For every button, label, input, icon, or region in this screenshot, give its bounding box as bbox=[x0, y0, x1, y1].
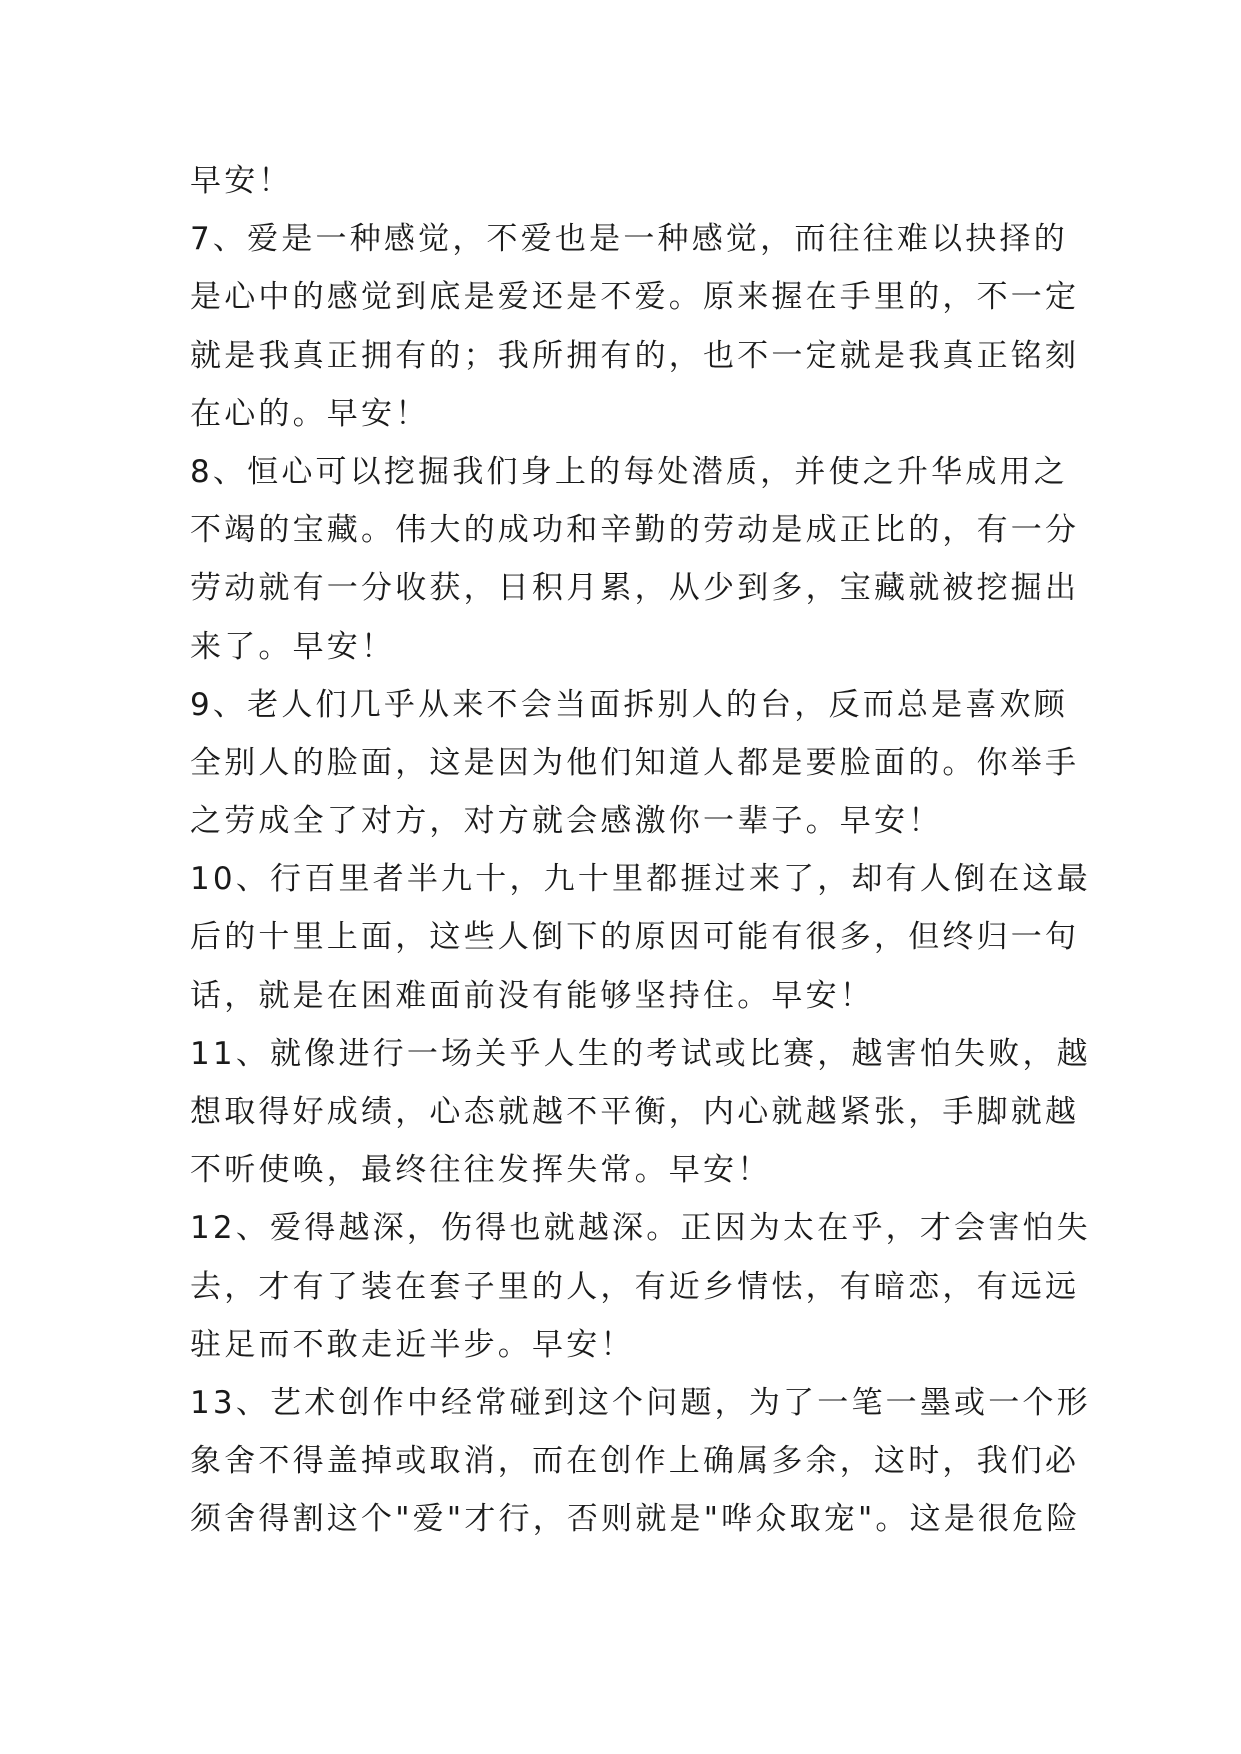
text-line: 去，才有了装在套子里的人，有近乡情怯，有暗恋，有远远 bbox=[190, 1268, 1080, 1305]
text-line: 13、艺术创作中经常碰到这个问题，为了一笔一墨或一个形 bbox=[190, 1384, 1091, 1421]
text-line: 不听使唤，最终往往发挥失常。早安！ bbox=[190, 1152, 772, 1189]
text-line: 是心中的感觉到底是爱还是不爱。原来握在手里的，不一定 bbox=[190, 279, 1080, 316]
text-line: 话，就是在困难面前没有能够坚持住。早安！ bbox=[190, 977, 874, 1014]
text-line: 之劳成全了对方，对方就会感激你一辈子。早安！ bbox=[190, 803, 943, 840]
text-line: 后的十里上面，这些人倒下的原因可能有很多，但终归一句 bbox=[190, 919, 1080, 956]
document-body bbox=[190, 152, 1091, 1549]
text-line: 11、就像进行一场关乎人生的考试或比赛，越害怕失败，越 bbox=[190, 1035, 1091, 1072]
text-line: 须舍得割这个"爱"才行，否则就是"哗众取宠"。这是很危险 bbox=[190, 1501, 1081, 1538]
text-line: 就是我真正拥有的；我所拥有的，也不一定就是我真正铭刻 bbox=[190, 337, 1080, 374]
text-line: 不竭的宝藏。伟大的成功和辛勤的劳动是成正比的，有一分 bbox=[190, 512, 1080, 549]
text-line: 劳动就有一分收获，日积月累，从少到多，宝藏就被挖掘出 bbox=[190, 570, 1080, 607]
text-line: 在心的。早安！ bbox=[190, 395, 430, 432]
text-line: 10、行百里者半九十，九十里都捱过来了，却有人倒在这最 bbox=[190, 861, 1091, 898]
text-line: 想取得好成绩，心态就越不平衡，内心就越紧张，手脚就越 bbox=[190, 1094, 1080, 1130]
text-line: 7、爱是一种感觉，不爱也是一种感觉，而往往难以抉择的 bbox=[190, 221, 1068, 258]
text-line: 8、恒心可以挖掘我们身上的每处潜质，并使之升华成用之 bbox=[190, 453, 1068, 490]
text-line: 9、老人们几乎从来不会当面拆别人的台，反而总是喜欢顾 bbox=[190, 686, 1068, 723]
text-line: 驻足而不敢走近半步。早安！ bbox=[190, 1326, 635, 1363]
text-line: 来了。早安！ bbox=[190, 628, 396, 665]
text-line: 早安！ bbox=[190, 163, 293, 199]
text-line: 全别人的脸面，这是因为他们知道人都是要脸面的。你举手 bbox=[190, 744, 1080, 781]
text-line: 12、爱得越深，伤得也就越深。正因为太在乎，才会害怕失 bbox=[190, 1210, 1091, 1247]
text-line: 象舍不得盖掉或取消，而在创作上确属多余，这时，我们必 bbox=[190, 1443, 1080, 1480]
